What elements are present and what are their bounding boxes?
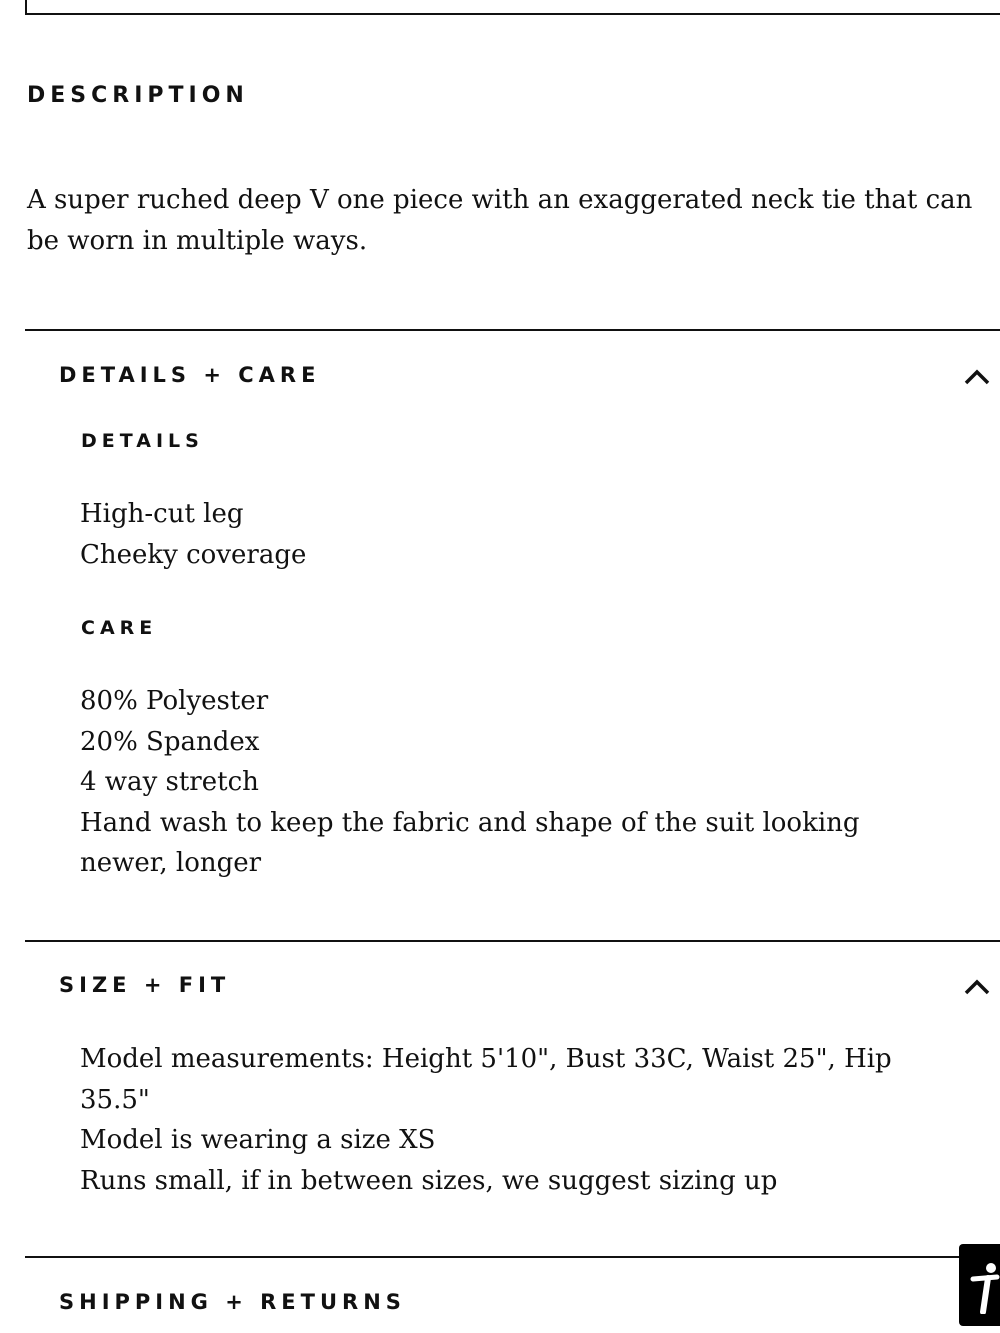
- size-fit-title: SIZE + FIT: [59, 973, 231, 997]
- shipping-returns-title: SHIPPING + RETURNS: [59, 1290, 406, 1314]
- details-subheading: DETAILS: [81, 430, 204, 452]
- list-item: Model is wearing a size XS: [80, 1125, 436, 1155]
- chevron-up-icon[interactable]: [964, 979, 990, 995]
- divider: [25, 1256, 1000, 1258]
- list-item: High-cut leg: [80, 499, 244, 529]
- description-text: A super ruched deep V one piece with an exaggerated neck tie that can be worn in multiple ways.: [27, 185, 973, 256]
- divider: [25, 329, 1000, 331]
- list-item: 4 way stretch: [80, 767, 259, 797]
- list-item: Cheeky coverage: [80, 539, 307, 570]
- divider: [25, 940, 1000, 942]
- care-list: [80, 681, 940, 884]
- description-heading: DESCRIPTION: [27, 83, 249, 108]
- list-item: 80% Polyester: [80, 686, 269, 716]
- previous-section-box: [25, 0, 1000, 15]
- list-item: Model measurements: Height 5'10", Bust 33C, Waist 25", Hip 35.5": [80, 1044, 892, 1115]
- details-care-accordion-header[interactable]: [25, 355, 1000, 405]
- care-subheading: CARE: [81, 617, 158, 639]
- list-item: Runs small, if in between sizes, we suggest sizing up: [80, 1165, 778, 1196]
- accessibility-button[interactable]: [959, 1244, 1000, 1326]
- accessibility-icon: [969, 1262, 1000, 1314]
- chevron-up-icon[interactable]: [964, 369, 990, 385]
- details-care-title: DETAILS + CARE: [59, 363, 321, 387]
- shipping-returns-accordion-header[interactable]: [25, 1282, 1000, 1332]
- list-item: 20% Spandex: [80, 726, 260, 757]
- size-fit-accordion-header[interactable]: [25, 965, 1000, 1015]
- details-list: [80, 494, 940, 575]
- list-item: Hand wash to keep the fabric and shape of the suit looking newer, longer: [80, 807, 860, 878]
- size-fit-list: [80, 1039, 930, 1201]
